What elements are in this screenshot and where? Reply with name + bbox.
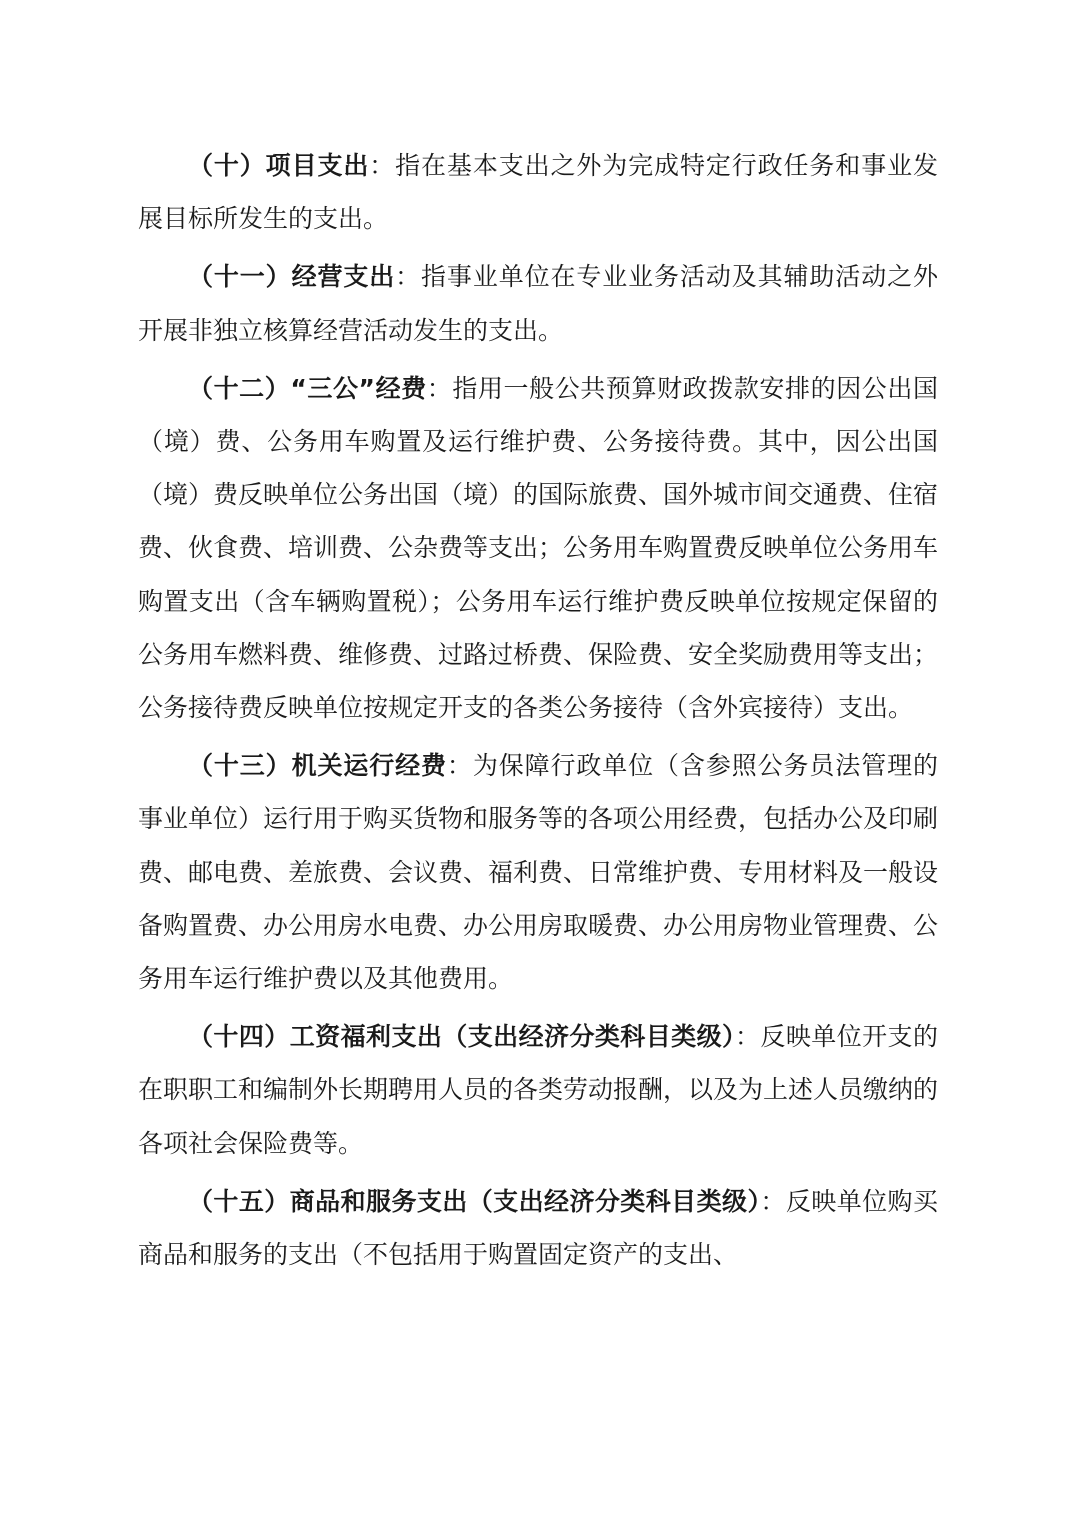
paragraph-agency-operating-funds <box>138 739 938 1005</box>
paragraph-operating-expenditure <box>138 250 938 356</box>
term-operating-expenditure: （十一）经营支出 <box>188 262 396 292</box>
definition-goods-services: ：反映单位购买商品和服务的支出（不包括用于购置固定资产的支出、 <box>138 1186 938 1270</box>
definition-three-public-expenses: ：指用一般公共预算财政拨款安排的因公出国（境）费、公务用车购置及运行维护费、公务接待费。其中，因公出国（境）费反映单位公务出国（境）的国际旅费、国外城市间交通费、住宿费、伙食费、培训费、公杂费等支出；公务用车购置费反映单位公务用车购置支出（含车辆购置税）；公务用车运行维护费反映单位按规定保留的公务用车燃料费、维修费、过路过桥费、保险费、安全奖励费用等支出；公务接待费反映单位按规定开支的各类公务接待（含外宾接待）支出。 <box>138 373 939 723</box>
paragraph-three-public-expenses <box>138 362 938 734</box>
paragraph-project-expenditure <box>138 139 938 245</box>
paragraph-goods-services <box>138 1175 938 1281</box>
definition-operating-expenditure: ：指事业单位在专业业务活动及其辅助活动之外开展非独立核算经营活动发生的支出。 <box>138 262 938 345</box>
definition-project-expenditure: ：指在基本支出之外为完成特定行政任务和事业发展目标所发生的支出。 <box>138 151 938 234</box>
definition-wages-welfare: ：反映单位开支的在职职工和编制外长期聘用人员的各类劳动报酬，以及为上述人员缴纳的各项社会保险费等。 <box>138 1022 939 1158</box>
term-three-public-expenses: （十二）“三公”经费 <box>188 373 427 403</box>
term-goods-services: （十五）商品和服务支出（支出经济分类科目类级） <box>188 1186 761 1216</box>
term-agency-operating-funds: （十三）机关运行经费 <box>188 751 447 781</box>
term-wages-welfare: （十四）工资福利支出（支出经济分类科目类级） <box>188 1022 735 1052</box>
definition-agency-operating-funds: ：为保障行政单位（含参照公务员法管理的事业单位）运行用于购买货物和服务等的各项公用经费，包括办公及印刷费、邮电费、差旅费、会议费、福利费、日常维护费、专用材料及一般设备购置费、办公用房水电费、办公用房取暖费、办公用房物业管理费、公务用车运行维护费以及其他费用。 <box>138 751 939 994</box>
document-page <box>138 139 938 1286</box>
paragraph-wages-welfare <box>138 1010 938 1170</box>
term-project-expenditure: （十）项目支出 <box>188 151 370 180</box>
